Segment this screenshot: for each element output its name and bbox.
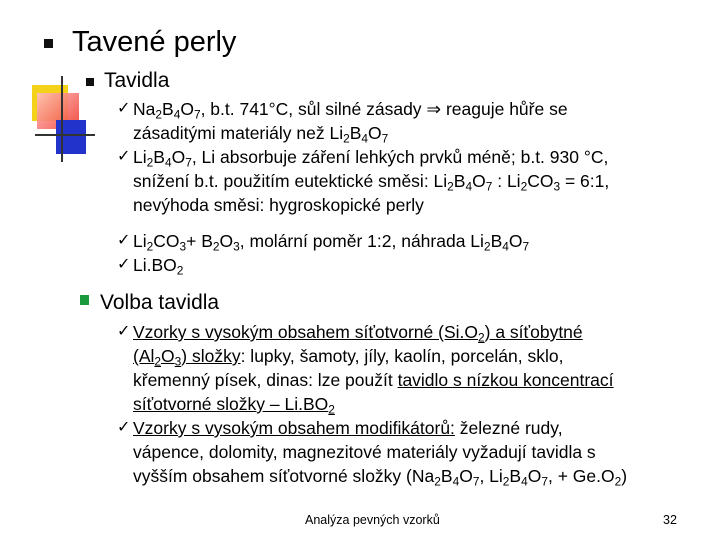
text-line: vápence, dolomity, magnezitové materiály vyžadují tavidla s: [133, 442, 596, 462]
footer-text: Analýza pevných vzorků: [305, 513, 440, 527]
page-number: 32: [663, 513, 677, 527]
checkmark-icon: ✓: [117, 100, 131, 117]
text-line: $Li_2B_4O_7$, Li absorbuje záření lehkých prvků méně; b.t. 930 °C,: [133, 147, 609, 170]
checkmark-icon: ✓: [117, 148, 131, 165]
checkmark-icon: ✓: [117, 256, 131, 273]
slide-title: Tavené perly: [72, 26, 237, 58]
text-line: $(Al_2O_3)$ složky: lupky, šamoty, jíly, kaolín, porcelán, sklo,: [133, 346, 564, 369]
horizontal-rule: [35, 134, 95, 136]
section-heading-tavidla: Tavidla: [104, 69, 170, 92]
list-item: [117, 416, 707, 488]
list-item: [117, 145, 707, 217]
text-line: zásaditými materiály než $Li_2B_4O_7$: [133, 123, 389, 146]
text-line: $Li_2CO_3+ B_2O_3$, molární poměr 1:2, náhrada $Li_2B_4O_7$: [133, 231, 530, 254]
text-line: křemenný písek, dinas: lze použít tavidlo s nízkou koncentrací: [133, 370, 614, 390]
list-item: [117, 320, 707, 416]
checkmark-icon: ✓: [117, 419, 131, 436]
text-line: $Na_2B_4O_7$, b.t. 741°C, sůl silné zásady ⇒ reaguje hůře se: [133, 99, 568, 122]
list-item: [117, 229, 707, 253]
text-line: snížení b.t. použitím eutektické směsi: $Li_2B_4O_7$ : $Li_2CO_3$ = 6:1,: [133, 171, 610, 194]
section-bullet: [86, 78, 94, 86]
section-heading-volba-tavidla: Volba tavidla: [100, 291, 220, 314]
checkmark-icon: ✓: [117, 323, 131, 340]
section-bullet-green: [80, 295, 89, 305]
list-item: [117, 97, 707, 145]
checkmark-icon: ✓: [117, 232, 131, 249]
text-line: Vzorky s vysokým obsahem síťotvorné $(Si.O_2)$ a síťobytné: [133, 322, 583, 345]
vertical-rule: [61, 76, 63, 162]
text-line: vyšším obsahem síťotvorné složky ($Na_2B_4O_7$, $Li_2B_4O_7$, + $Ge.O_2$): [133, 466, 628, 489]
text-line: nevýhoda směsi: hygroskopické perly: [133, 195, 424, 215]
title-bullet: [44, 39, 53, 48]
text-line: $Li.BO_2$: [133, 255, 184, 278]
text-line: síťotvorné složky – $Li.BO_2$: [133, 394, 335, 417]
list-item: [117, 253, 707, 277]
text-line: Vzorky s vysokým obsahem modifikátorů: železné rudy,: [133, 418, 563, 438]
